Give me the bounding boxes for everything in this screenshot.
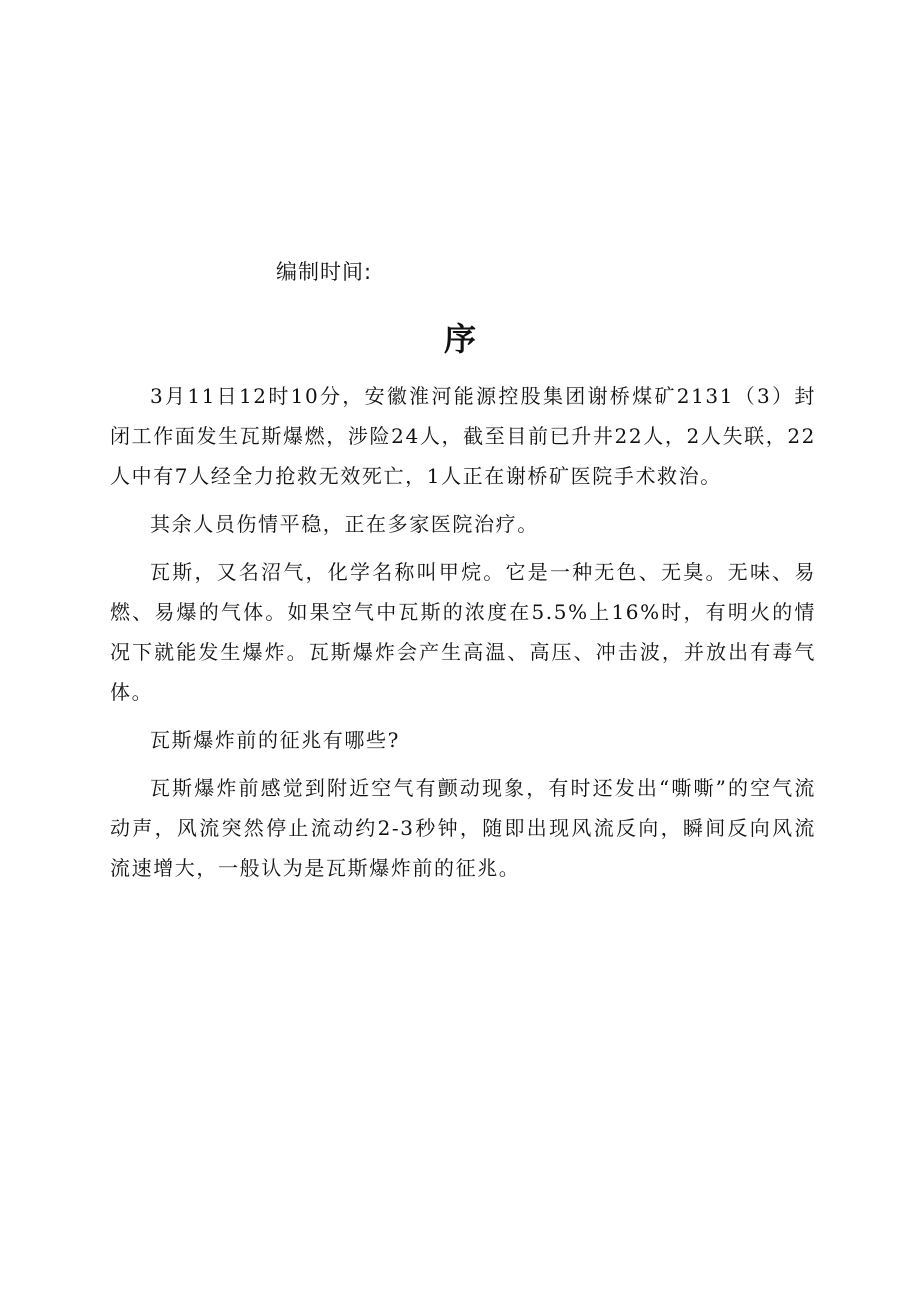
paragraph-gas-definition: 瓦斯，又名沼气，化学名称叫甲烷。它是一种无色、无臭。无味、易燃、易爆的气体。如果空气中瓦斯的浓度在5.5%上16%时，有明火的情况下就能发生爆炸。瓦斯爆炸会产生高温、高压、冲击波，并放出有毒气体。 <box>110 560 816 704</box>
paragraph-incident: 3月11日12时10分，安徽淮河能源控股集团谢桥煤矿2131（3）封闭工作面发生瓦斯爆燃，涉险24人，截至目前已升井22人，2人失联，22人中有7人经全力抢救无效死亡，1人正在谢桥矿医院手术救治。 <box>110 384 816 488</box>
paragraph-question: 瓦斯爆炸前的征兆有哪些? <box>150 728 400 752</box>
paragraph-injured-status: 其余人员伤情平稳，正在多家医院治疗。 <box>150 512 539 536</box>
paragraph-warning-signs: 瓦斯爆炸前感觉到附近空气有颤动现象，有时还发出“嘶嘶”的空气流动声，风流突然停止流动约2-3秒钟，随即出现风流反向，瞬间反向风流流速增大，一般认为是瓦斯爆炸前的征兆。 <box>110 776 816 880</box>
page-title: 序 <box>443 320 476 358</box>
compile-time-label: 编制时间: <box>276 260 373 284</box>
document-body <box>110 376 816 896</box>
